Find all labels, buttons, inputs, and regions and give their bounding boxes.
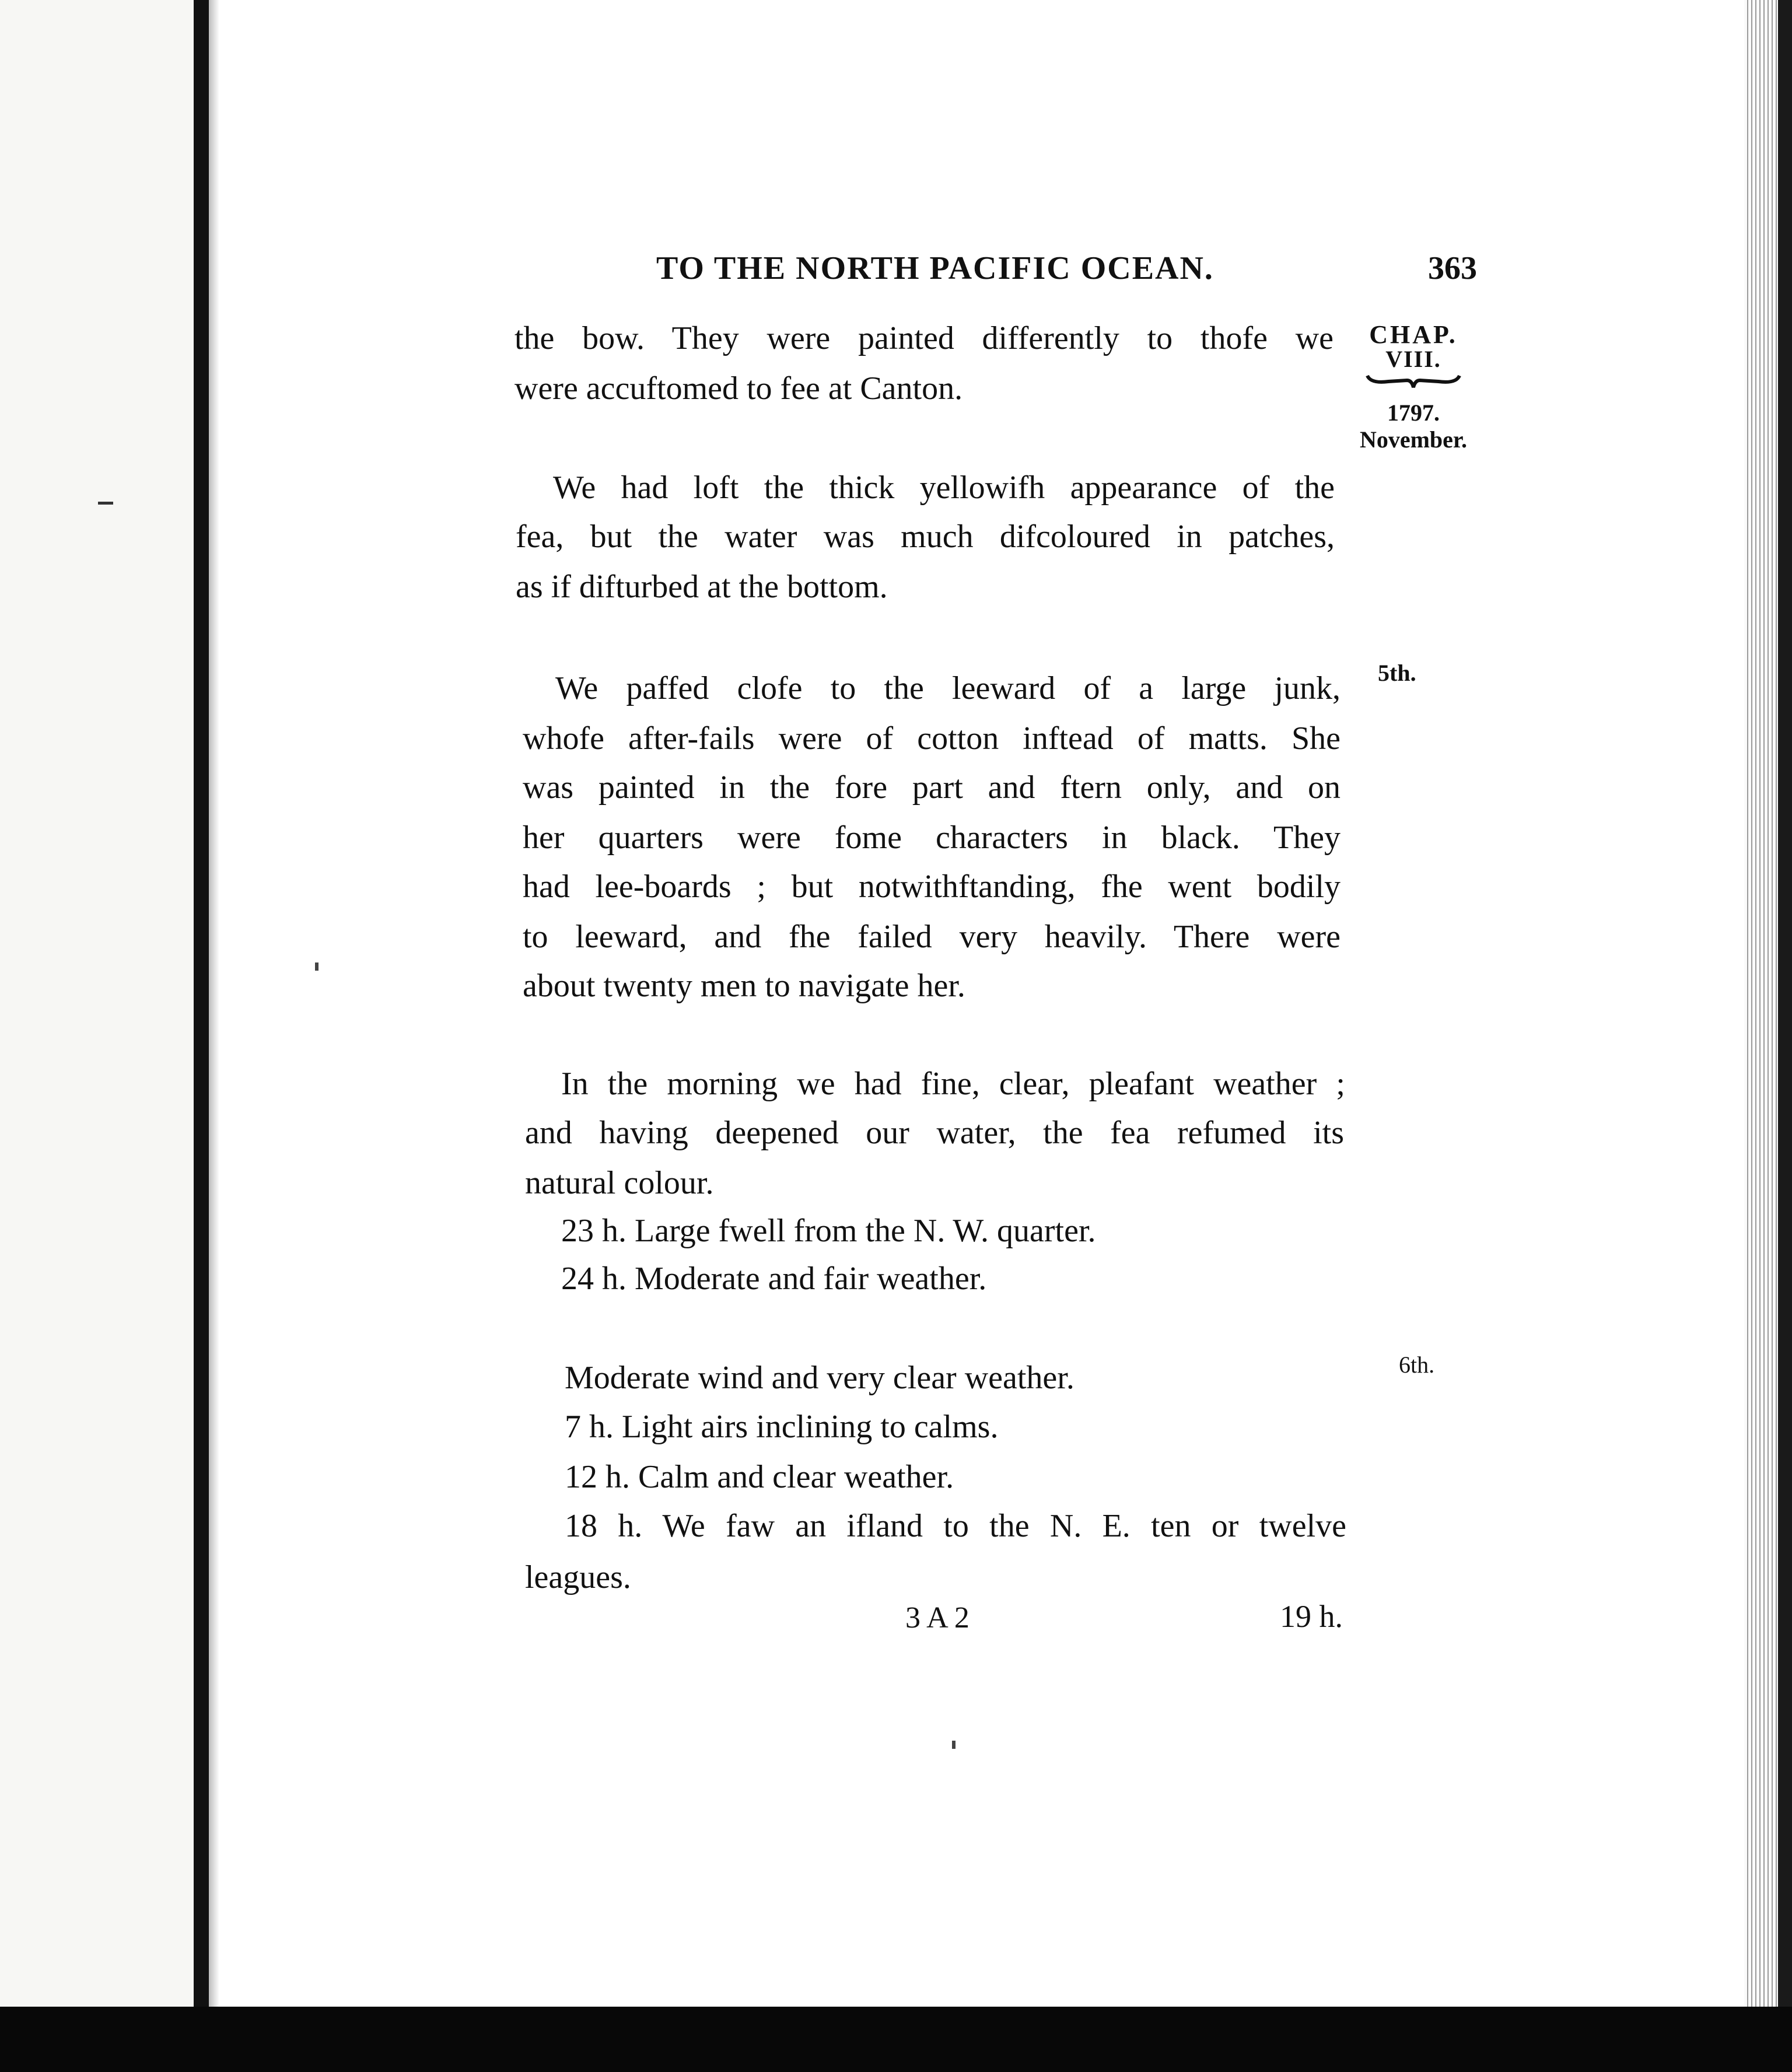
text-line: the bow. They were painted differently to thofe we — [514, 320, 1334, 356]
text-line: about twenty men to navigate her. — [523, 968, 965, 1004]
ink-speck — [952, 1741, 956, 1749]
text-line: whofe after-fails were of cotton inftead of matts. She — [523, 720, 1340, 757]
margin-month: November. — [1359, 426, 1468, 453]
text-line: her quarters were fome characters in black. They — [523, 820, 1340, 856]
page — [209, 0, 1744, 2007]
margin-date-5th: 5th. — [1378, 660, 1416, 686]
text-line: had lee-boards ; but notwithftanding, fhe went bodily — [523, 869, 1340, 905]
text-line: We had loft the thick yellowifh appearance of the — [553, 470, 1335, 506]
signature-mark: 3 A 2 — [905, 1601, 970, 1634]
text-line: 7 h. Light airs inclining to calms. — [565, 1409, 999, 1445]
text-line: fea, but the water was much difcoloured in patches, — [516, 519, 1335, 555]
text-line: as if difturbed at the bottom. — [516, 569, 888, 605]
text-line: Moderate wind and very clear weather. — [565, 1360, 1074, 1396]
scan-border — [0, 2007, 1792, 2072]
text-line: were accuftomed to fee at Canton. — [514, 370, 963, 407]
text-line: was painted in the fore part and ftern only, and on — [523, 769, 1340, 806]
text-line: and having deepened our water, the fea refumed its — [525, 1115, 1344, 1151]
brace-ornament — [1365, 372, 1462, 390]
text-line: 18 h. We faw an ifland to the N. E. ten or twelve — [565, 1508, 1346, 1544]
text-line: 24 h. Moderate and fair weather. — [561, 1261, 987, 1297]
chapter-label: CHAP. — [1369, 320, 1458, 349]
margin-year: 1797. — [1387, 400, 1440, 426]
page-shadow — [209, 0, 219, 2007]
text-line: to leeward, and fhe failed very heavily. There were — [523, 919, 1340, 955]
text-line: 23 h. Large fwell from the N. W. quarter. — [561, 1213, 1096, 1249]
page-number: 363 — [1428, 250, 1477, 286]
running-title: TO THE NORTH PACIFIC OCEAN. — [656, 250, 1214, 286]
catchword: 19 h. — [1280, 1599, 1343, 1634]
chapter-number: VIII. — [1385, 346, 1441, 372]
ink-speck — [315, 963, 318, 971]
left-facing-page — [0, 0, 194, 2007]
page-edges — [1744, 0, 1792, 2007]
text-line: natural colour. — [525, 1165, 714, 1201]
binding-gutter — [194, 0, 209, 2007]
text-line: In the morning we had fine, clear, pleafant weather ; — [561, 1066, 1345, 1102]
text-line: 12 h. Calm and clear weather. — [565, 1459, 954, 1495]
ink-mark — [98, 502, 113, 505]
text-line: leagues. — [525, 1559, 631, 1595]
margin-date-6th: 6th. — [1399, 1352, 1435, 1378]
text-line: We paffed clofe to the leeward of a large junk, — [555, 670, 1340, 706]
